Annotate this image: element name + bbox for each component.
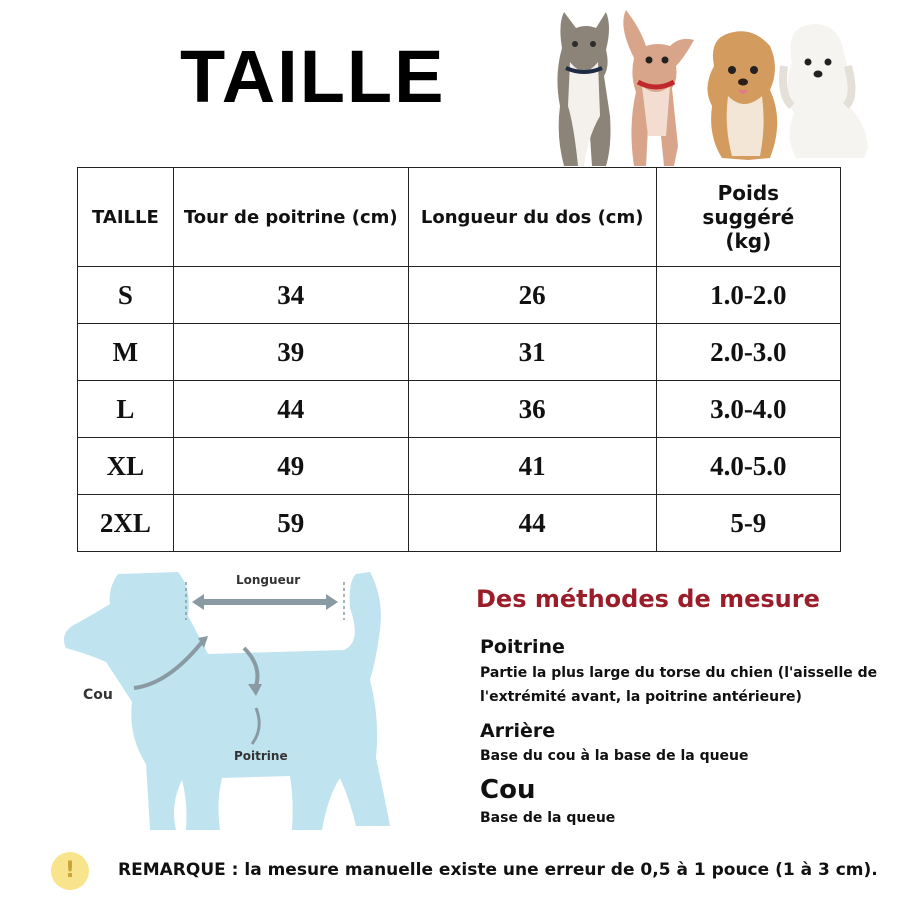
table-row: [78, 267, 841, 324]
cell-back: 26: [408, 267, 656, 324]
method-desc-line: Base du cou à la base de la queue: [480, 748, 749, 764]
method-desc-chest: [480, 661, 877, 709]
cell-size: 2XL: [78, 495, 174, 552]
chihuahua-image: [623, 10, 694, 166]
header-weight-line: suggéré: [702, 205, 795, 229]
cell-chest: 59: [173, 495, 408, 552]
method-desc-line: l'extrémité avant, la poitrine antérieure): [480, 689, 802, 705]
size-table: [77, 167, 841, 552]
cell-weight: 1.0-2.0: [656, 267, 840, 324]
cell-back: 31: [408, 324, 656, 381]
length-label: Longueur: [236, 573, 301, 587]
dog-measurement-diagram: [58, 568, 408, 838]
cell-back: 44: [408, 495, 656, 552]
method-heading-neck: Cou: [480, 775, 536, 805]
table-row: [78, 495, 841, 552]
pets-photo: [548, 6, 878, 168]
table-row: [78, 381, 841, 438]
cell-weight: 4.0-5.0: [656, 438, 840, 495]
methods-title: Des méthodes de mesure: [476, 585, 820, 613]
note-text: REMARQUE : la mesure manuelle existe une erreur de 0,5 à 1 pouce (1 à 3 cm).: [118, 860, 878, 880]
cell-back: 36: [408, 381, 656, 438]
table-header-row: [78, 168, 841, 267]
page-title: TAILLE: [180, 35, 446, 118]
header-weight: [656, 168, 840, 267]
chest-label: Poitrine: [234, 749, 288, 763]
method-desc-neck: [480, 806, 615, 830]
method-heading-back: Arrière: [480, 720, 556, 742]
maltese-image: [783, 24, 868, 158]
method-heading-chest: Poitrine: [480, 636, 565, 658]
cell-chest: 34: [173, 267, 408, 324]
header-size: TAILLE: [78, 168, 174, 267]
cell-back: 41: [408, 438, 656, 495]
poodle-image: [707, 31, 777, 160]
header-weight-line: Poids: [717, 181, 780, 205]
header-back-length: Longueur du dos (cm): [408, 168, 656, 267]
cell-size: XL: [78, 438, 174, 495]
header-weight-line: (kg): [725, 229, 772, 253]
method-desc-line: Base de la queue: [480, 810, 616, 826]
table-row: [78, 438, 841, 495]
cell-size: L: [78, 381, 174, 438]
warning-icon: !: [51, 852, 89, 890]
cell-weight: 2.0-3.0: [656, 324, 840, 381]
neck-label: Cou: [83, 687, 113, 703]
header-chest: Tour de poitrine (cm): [173, 168, 408, 267]
cell-chest: 39: [173, 324, 408, 381]
cell-size: M: [78, 324, 174, 381]
method-desc-line: Partie la plus large du torse du chien (l'aisselle de: [480, 665, 878, 681]
cell-size: S: [78, 267, 174, 324]
cell-weight: 3.0-4.0: [656, 381, 840, 438]
cell-chest: 44: [173, 381, 408, 438]
table-row: [78, 324, 841, 381]
dog-silhouette: [64, 572, 390, 830]
cell-weight: 5-9: [656, 495, 840, 552]
cat-image: [557, 12, 610, 166]
cell-chest: 49: [173, 438, 408, 495]
method-desc-back: [480, 744, 749, 768]
